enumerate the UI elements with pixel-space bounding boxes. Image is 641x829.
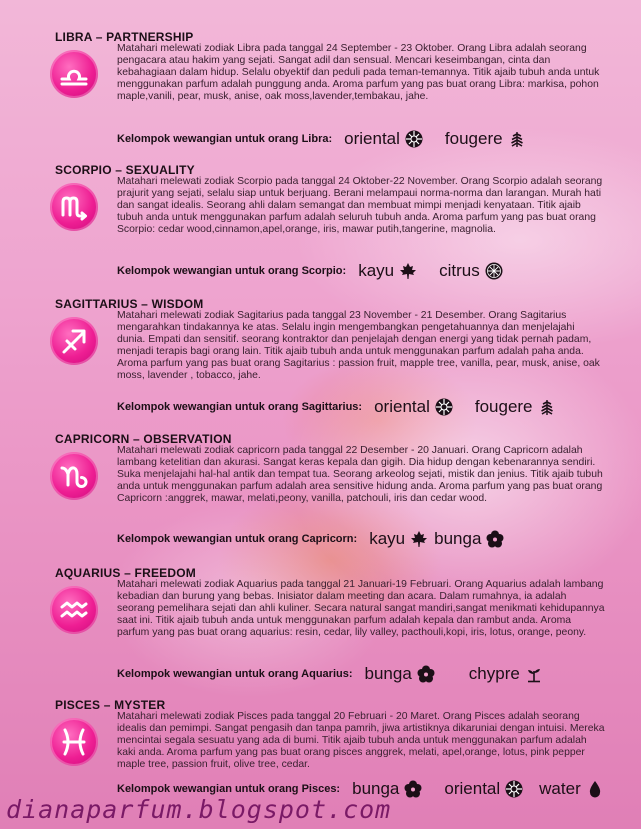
flower-icon [404,780,422,798]
oriental-icon [405,130,423,148]
sprout-icon [525,665,543,683]
sign-description: Matahari melewati zodiak Sagitarius pada tanggal 23 November - 21 Desember. Orang Sagitarius mengarahkan tindakannya ke atas. Selalu ingin mengembangkan pengetahuannya dan menjelajahi dunia. Empati dan sensitif. seorang kontraktor dan penjelajah dengan energi yang tidak pernah padam, menjadi terapis bagi orang lain. Titik ajaib tubuh anda untuk menggunakan parfum adalah paha anda. Aroma parfum yang pas buat orang Sagitarius : passion fruit, mapple tree, vanilla, pear, musk, anise, oak moss, lavender , tobacco, jahe. [117,310,600,382]
fragrance-name: bunga [434,529,482,548]
sign-title: PISCES – MYSTER [55,698,166,712]
sign-description: Matahari melewati zodiak Pisces pada tanggal 20 Februari - 20 Maret. Orang Pisces adalah seorang idealis dan pemimpi. Sangat pengasih dan tanpa pamrih, jiwa artistiknya dikaruniai dengan intuisi. Mereka mencintai segala sesuatu yang ada di bumi. Titik ajaib tubuh anda untuk menggunakan parfum adalah kaki anda. Aroma parfum yang pas buat orang pisces anggrek, melati, apel,orange, lotus, pink pepper maple tree, passion fruit, olive tree, cedar. [117,711,605,771]
blog-watermark: dianaparfum.blogspot.com [6,795,392,824]
fern-icon [508,130,526,148]
fragrance-name: fougere [474,397,533,416]
fragrance-group-label: Kelompok wewangian untuk orang Capricorn: [117,533,358,545]
flower-icon [486,530,504,548]
sagittarius-symbol-icon [50,317,98,365]
fragrance-group-label: Kelompok wewangian untuk orang Aquarius: [117,668,353,680]
oriental-icon [505,780,523,798]
sign-title: SAGITTARIUS – WISDOM [55,297,204,311]
fragrance-group-label: Kelompok wewangian untuk orang Pisces: [117,783,341,795]
maple-leaf-icon [399,262,417,280]
fragrance-name: bunga [352,779,400,798]
scorpio-symbol-icon [50,183,98,231]
fragrance-group-row [117,528,526,550]
fragrance-name: citrus [439,261,480,280]
pisces-symbol-icon [50,718,98,766]
fragrance-name: chypre [468,664,520,683]
fragrance-group-label: Kelompok wewangian untuk orang Libra: [117,133,333,145]
fragrance-group-label: Kelompok wewangian untuk orang Sagittarius: [117,401,363,413]
flower-icon [417,665,435,683]
fragrance-group-row [117,396,578,418]
sign-title: CAPRICORN – OBSERVATION [55,432,232,446]
sign-title: AQUARIUS – FREEDOM [55,566,196,580]
fragrance-group-row [117,260,525,282]
fragrance-name: oriental [444,779,501,798]
sign-description: Matahari melewati zodiak capricorn pada tanggal 22 Desember - 20 Januari. Orang Capricorn adalah lambang ketelitian dan akurasi. Sangat keras kepala dan gigih. Dia hidup dengan kebenarannya sendiri. Suka menjelajahi hal-hal antik dan tempat tua. Seorang arkeolog sejati, mistik dan jenius. Titik ajaib tubuh anda untuk menggunakan parfum adalah area sensitive hidung anda. Aroma parfum yang pas buat orang Capricorn :anggrek, mawar, melati,peony, vanilla, patchouli, iris dan cedar wood. [117,445,603,505]
water-drop-icon [586,780,604,798]
fragrance-name: kayu [369,529,406,548]
maple-leaf-icon [410,530,428,548]
fragrance-name: bunga [364,664,412,683]
sign-description: Matahari melewati zodiak Aquarius pada tanggal 21 Januari-19 Februari. Orang Aquarius adalah lambang kebadian dan burung yang bebas. Inisiator dalam meeting dan acara. Dalam rumahnya, ia adalah seorang pemelihara sejati dan ahli kuliner. Secara natural sangat mandiri,sangat menikmati kehidupannya saat ini. Titik ajaib tubuh anda untuk menggunakan parfum adalah kepala dan rambut anda. Aroma parfum yang pas buat orang aquarius: resin, cedar, lily valley, pacthouli,kopi, iris, lotus, orange, peony. [117,579,605,639]
fragrance-name: oriental [374,397,430,416]
aquarius-symbol-icon [50,586,98,634]
citrus-slice-icon [485,262,503,280]
fragrance-group-label: Kelompok wewangian untuk orang Scorpio: [117,265,347,277]
capricorn-symbol-icon [50,452,98,500]
oriental-icon [435,398,453,416]
fern-icon [538,398,556,416]
sign-description: Matahari melewati zodiak Libra pada tanggal 24 September - 23 Oktober. Orang Libra adalah seorang pengacara atau hakim yang sejati. Sangat adil dan sensual. Mencari keseimbangan, cinta dan kebahagiaan dalam hidup. Selalu obyektif dan peduli pada teman-temannya. Titik ajaib tubuh anda untuk menggunakan parfum adalah punggung anda. Aroma parfum yang pas buat orang Libra: markisa, pohon maple,vanili, pear, musk, anise, oak moss,lavender,tembakau, jahe. [117,43,600,103]
sign-description: Matahari melewati zodiak Scorpio pada tanggal 24 Oktober-22 November. Orang Scorpio adalah seorang prajurit yang sejati, selalu siap untuk berjuang. Berani melampaui norma-norma dan larangan. Murah hati dan sangat idealis. Seorang ahli dalam semangat dan membuat mimpi menjadi kenyataan. Titik ajaib tubuh anda untuk menggunakan parfum adalah seluruh tubuh anda. Aroma parfum yang pas buat orang Scorpio: cedar wood,cinnamon,apel,orange, iris, mawar putih,tangerine, magnolia. [117,176,603,236]
sign-title: SCORPIO – SEXUALITY [55,163,195,177]
fragrance-name: fougere [444,129,503,148]
fragrance-name: oriental [344,129,400,148]
fragrance-group-row [117,128,548,150]
fragrance-name: water [539,779,581,798]
fragrance-group-row [117,663,565,685]
libra-symbol-icon [50,50,98,98]
sign-title: LIBRA – PARTNERSHIP [55,30,194,44]
fragrance-name: kayu [358,261,395,280]
